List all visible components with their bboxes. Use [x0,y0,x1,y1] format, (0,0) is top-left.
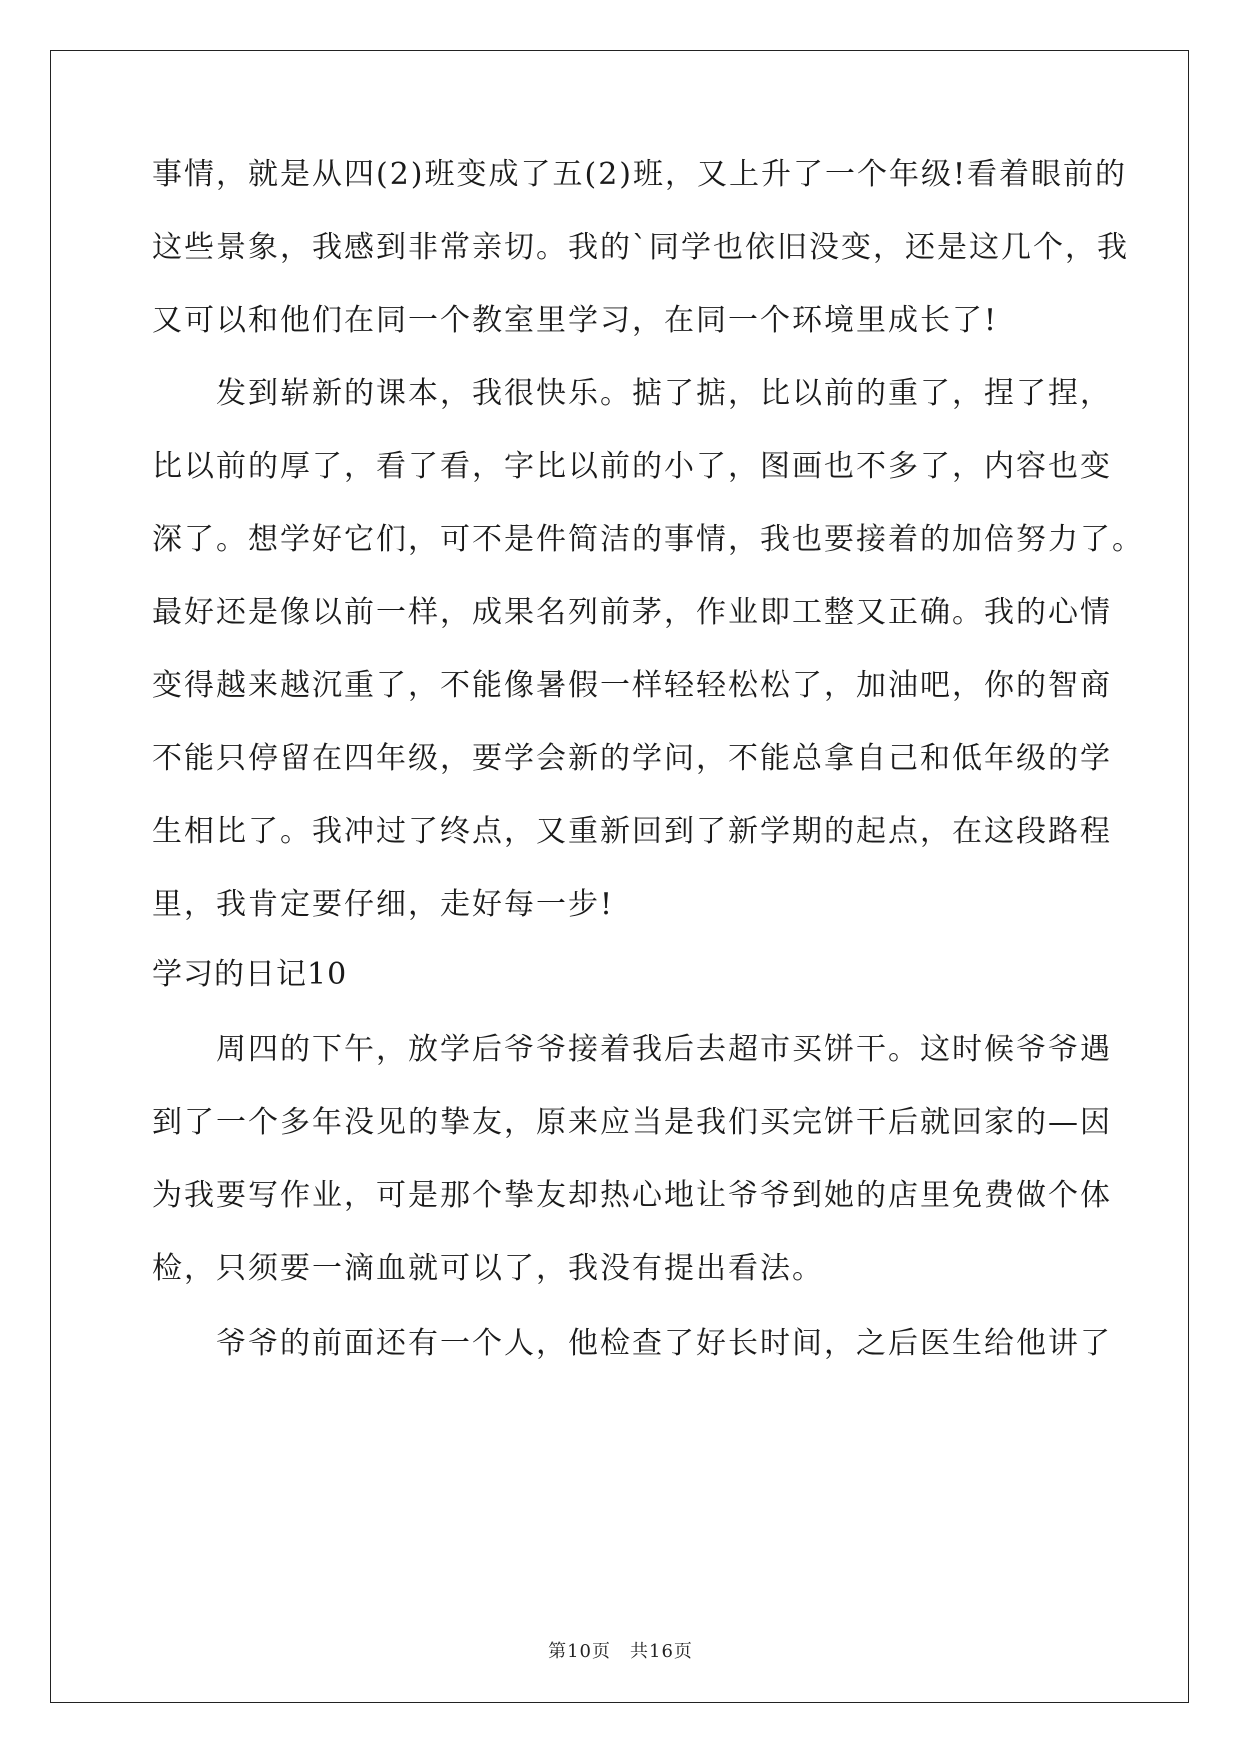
text-line: 检，只须要一滴血就可以了，我没有提出看法。 [152,1251,824,1286]
text-line: 事情，就是从四(2)班变成了五(2)班，又上升了一个年级!看着眼前的 [152,157,1128,192]
text-line: 不能只停留在四年级，要学会新的学问，不能总拿自己和低年级的学 [152,741,1112,776]
text-line: 深了。想学好它们，可不是件简洁的事情，我也要接着的加倍努力了。 [152,522,1144,557]
page-border [50,50,1189,1703]
section-heading: 学习的日记10 [152,957,348,992]
page-number-footer: 第10页 共16页 [548,1641,693,1662]
paragraph-first-line: 爷爷的前面还有一个人，他检查了好长时间，之后医生给他讲了 [216,1326,1112,1361]
text-line: 生相比了。我冲过了终点，又重新回到了新学期的起点，在这段路程 [152,814,1112,849]
paragraph-first-line: 发到崭新的课本，我很快乐。掂了掂，比以前的重了，捏了捏， [216,376,1112,411]
text-line: 又可以和他们在同一个教室里学习，在同一个环境里成长了! [152,303,999,338]
text-line: 这些景象，我感到非常亲切。我的`同学也依旧没变，还是这几个，我 [152,230,1129,265]
paragraph-first-line: 周四的下午，放学后爷爷接着我后去超市买饼干。这时候爷爷遇 [216,1032,1112,1067]
text-line: 为我要写作业，可是那个挚友却热心地让爷爷到她的店里免费做个体 [152,1178,1112,1213]
text-line: 到了一个多年没见的挚友，原来应当是我们买完饼干后就回家的—因 [152,1105,1112,1140]
text-line: 里，我肯定要仔细，走好每一步! [152,887,615,922]
text-line: 比以前的厚了，看了看，字比以前的小了，图画也不多了，内容也变 [152,449,1112,484]
text-line: 变得越来越沉重了，不能像暑假一样轻轻松松了，加油吧，你的智商 [152,668,1112,703]
text-line: 最好还是像以前一样，成果名列前茅，作业即工整又正确。我的心情 [152,595,1112,630]
